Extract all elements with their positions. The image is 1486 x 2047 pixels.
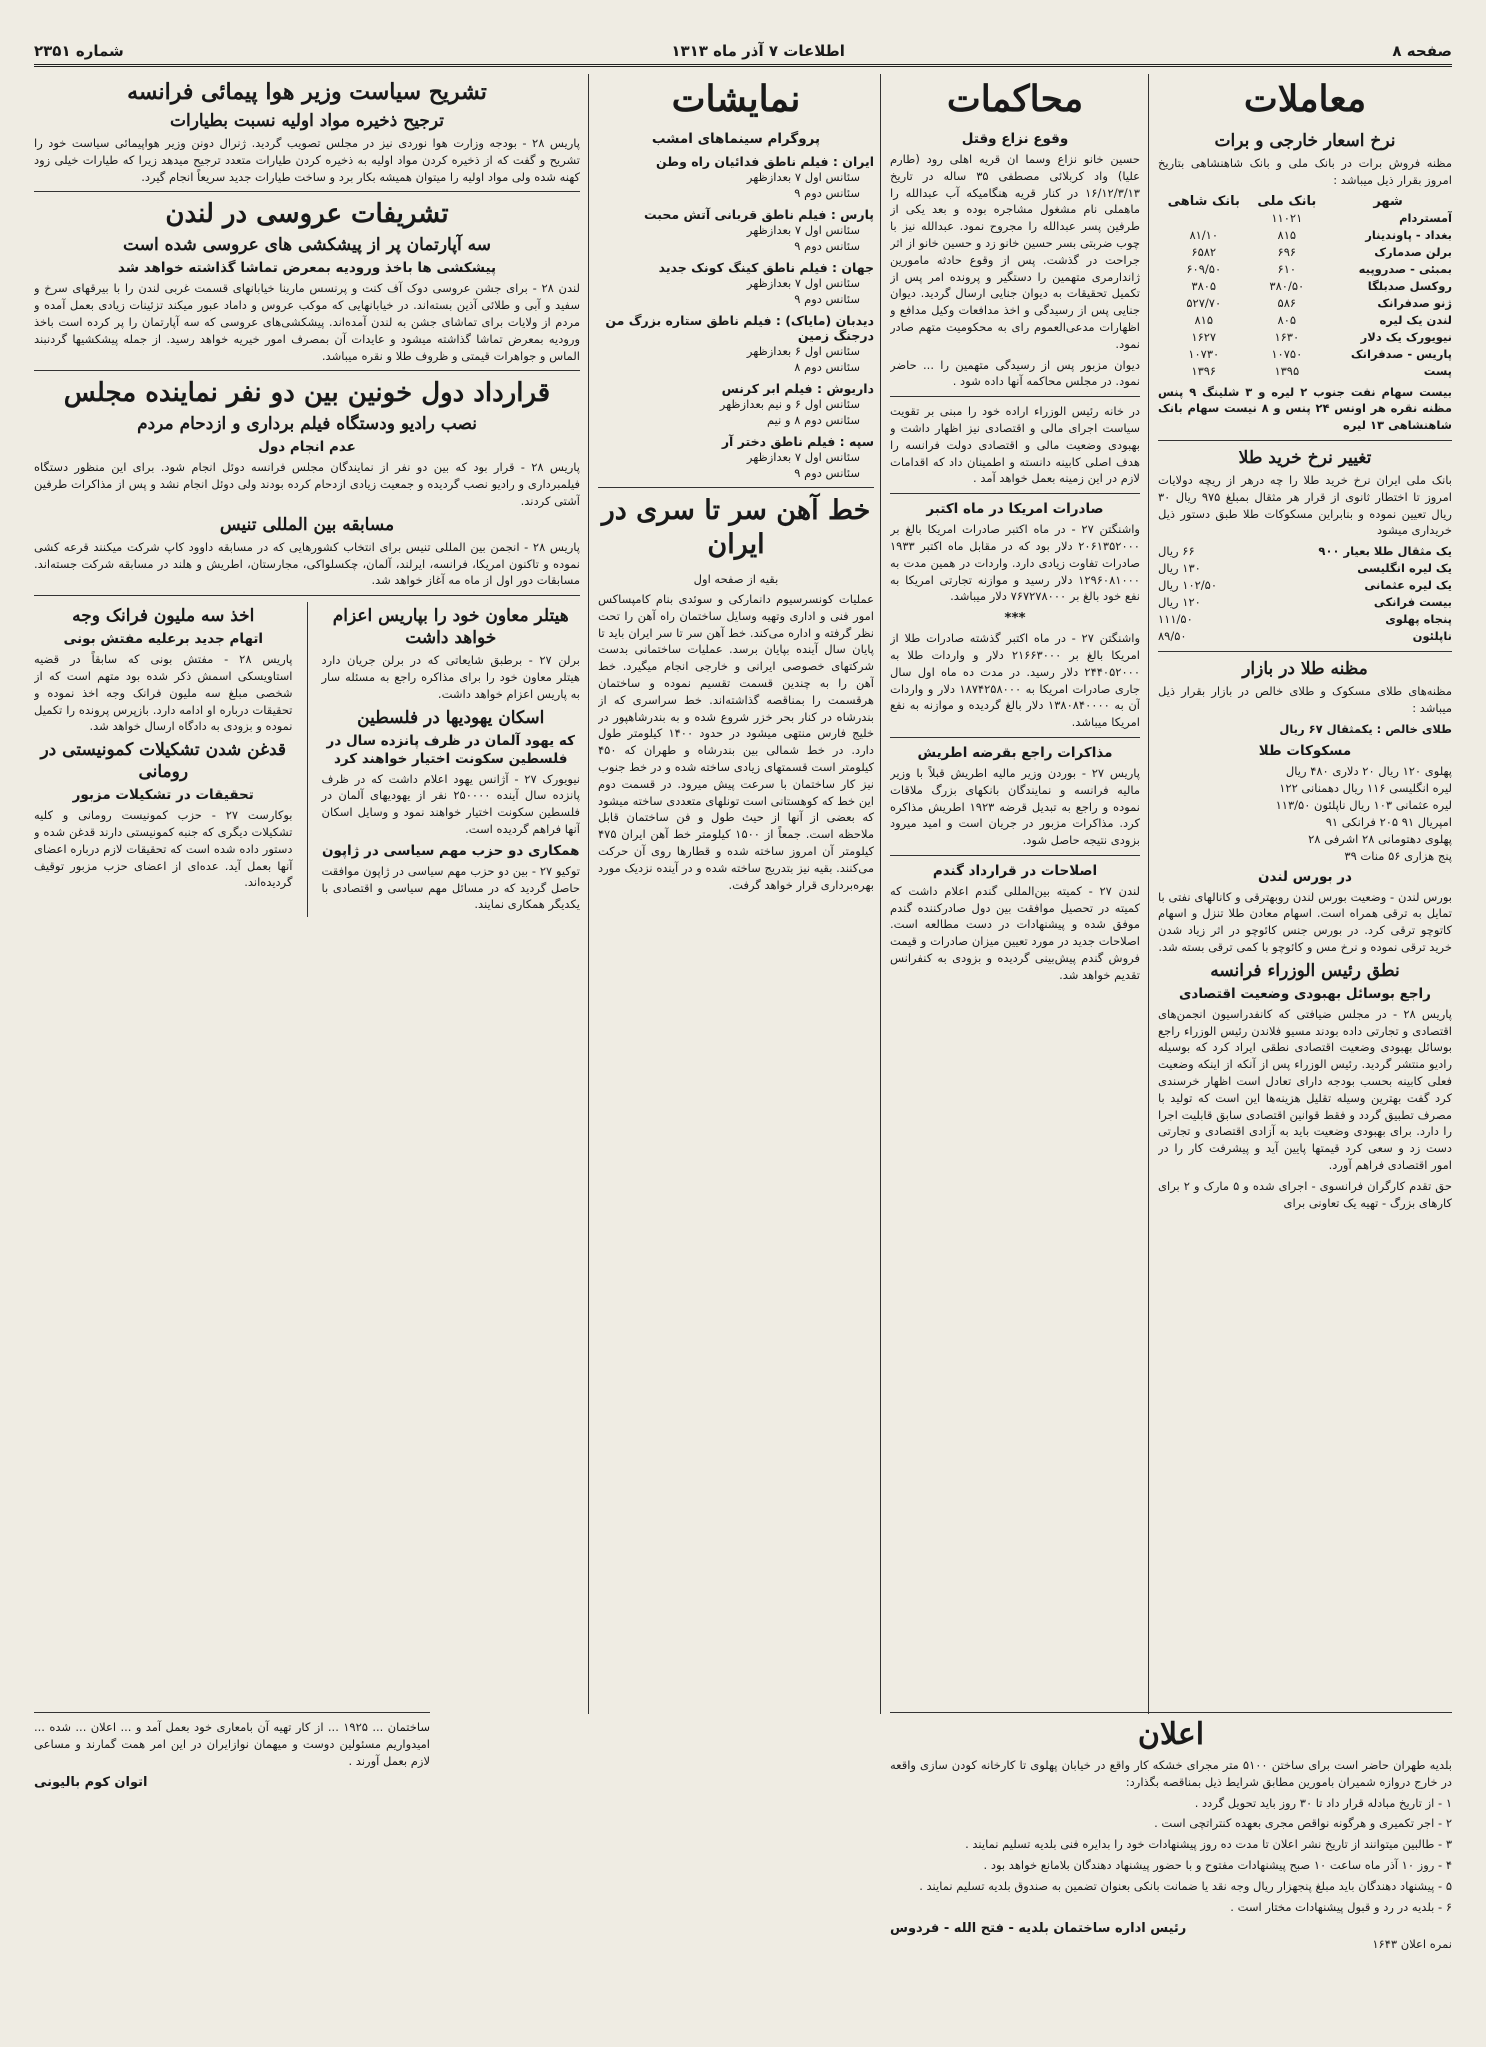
- fx-note: بیست سهام نفت جنوب ۲ لیره و ۳ شلینگ ۹ پنس مظنه نقره هر اونس ۲۴ پنس و ۸ نیست سهام بانک شاهنشاهی ۱۳ لیره: [1158, 384, 1452, 433]
- romania-title: قدغن شدن تشکیلات کمونیستی در رومانی: [40, 740, 287, 783]
- cinema-entry: داریوش : فیلم ابر کرنس: [721, 381, 874, 396]
- lower-news-right: [322, 602, 581, 917]
- fx-cell: ۱۰۷۵۰: [1271, 346, 1303, 361]
- austria-loan-text: پاریس ۲۷ - بوردن وزیر مالیه اطریش قبلاً با وزیر مالیه فرانسه و نمایندگان بانکهای بزرگ ملاقات نموده و راجع به تبدیل قرضه ۱۹۲۳ اطریش مذاکره کرد. مذاکرات مزبور در جریان است و امید میرود بزودی نتیجه حاصل شود.: [890, 765, 1140, 848]
- cabinet-text: در خانه رئیس الوزراء اراده خود را مبنی بر تقویت سیاست اجرای مالی و اقتصادی نیز اظهار داشت و بهبودی وضعیت مالی و اقتصادی دولت فرانسه را هدف اصلی کابینه دانسته و اطمینان داد که اقدامات لازم در این زمینه بعمل خواهد آمد .: [890, 404, 1140, 486]
- fx-cell: لندن یک لیره: [1379, 312, 1452, 327]
- wheat-text: لندن ۲۷ - کمیته بین‌المللی گندم اعلام داشت که کمیته در تحصیل موافقت بین دول صادرکننده گندم موفق شده و پیشنهادات در دست مطالعه است. اصلاحات جدید در مورد تعیین میزان صادرات و قیمت فروش گندم پیش‌بینی گردیده و بزودی به کنفرانس تقدیم خواهد شد.: [890, 883, 1140, 982]
- railway-continued: بقیه از صفحه اول: [693, 572, 779, 586]
- ad-item: ۴ - روز ۱۰ آذر ماه ساعت ۱۰ صبح پیشنهادات مفتوح و با حضور پیشنهاد دهندگان بلامانع خواهد بود .: [983, 1857, 1452, 1872]
- gold-change-text: بانک ملی ایران نرخ خرید طلا را چه درهر از ریچه دولایات امروز تا اختطار ثانوی از قرار هر مثقال بمبلغ ۹۷۵ ریال ۳۰ ریال تعیین نموده و بنابراین مسکوکات طلا طبق دستور ذیل خریداری میشود: [1158, 472, 1452, 538]
- column-divider: [880, 74, 881, 1714]
- speech-title: نطق رئیس الوزراء فرانسه: [1210, 960, 1400, 981]
- gold-buy-row: [1158, 560, 1452, 577]
- fx-cell: پاریس - صدفرانک: [1350, 346, 1452, 361]
- gold-buy-row: [1158, 543, 1452, 560]
- fx-row: [1158, 261, 1452, 278]
- bazaar-text: مظنه‌های طلای مسکوک و طلای خالص در بازار بقرار ذیل میباشد :: [1158, 684, 1452, 715]
- ad-item: ۳ - طالبین میتوانند از تاریخ نشر اعلان تا مدت ده روز پیشنهادات خود را بدایره فنی بلدیه تسلیم نمایند .: [965, 1837, 1452, 1852]
- fx-row: [1158, 363, 1452, 380]
- fx-cell: ۱۰۷۳۰: [1188, 346, 1220, 361]
- wedding-subtitle-2: پیشکشی ها باخذ ورودیه بمعرض تماشا گذاشته خواهد شد: [117, 260, 497, 277]
- masthead: [34, 38, 1452, 67]
- cinema-showtime: سئانس اول ۷ بعدازظهر: [746, 223, 860, 237]
- us-exports-text: واشنگتن ۲۷ - در ماه اکتبر صادرات امریکا بالغ بر ۲۰۶۱۳۵۲۰۰۰ دلار بود که در مقابل ماه اکتبر ۱۹۳۳ صادرات تفاوت زیادی دارد. واردات در همین مدت به ۱۲۹۶۰۸۱۰۰۰ دلار رسید و موازنه تجارتی امریکا به نفع خود بالغ بر ۷۶۷۲۷۸۰۰۰ دلار میباشد.: [890, 522, 1140, 604]
- cinema-showtime: سئانس دوم ۸ و نیم: [767, 413, 860, 427]
- gold-buy-label: یک لیره عثمانی: [1364, 578, 1452, 593]
- cinema-entry: دیدبان (مایاک) : فیلم ناطق ستاره بزرگ من درجنگ زمین: [605, 313, 874, 343]
- fx-cell: بغداد - پاوندینار: [1365, 227, 1452, 242]
- cinema-showtime: سئانس اول ۷ بعدازظهر: [746, 450, 860, 464]
- fx-cell: روکسل صدبلگا: [1367, 278, 1452, 293]
- palestine-title: اسکان یهودیها در فلسطین: [357, 707, 545, 728]
- bottom-notice: [34, 1712, 430, 2019]
- notice-signature: اتوان کوم بالیونی: [34, 1775, 148, 1791]
- romania-text: بوکارست ۲۷ - حزب کمونیست رومانی و کلیه تشکیلات دیگری که جنبه کمونیستی دارند قدغن شده و دستور داده شده است که تحقیقات لازم درباره اعضای آنها بعمل آید. عده‌ای از اعضای حزب مزبور توقیف گردیده‌اند.: [34, 808, 293, 890]
- fx-cell: برلن صدمارک: [1374, 244, 1452, 259]
- cinema-showtime: سئانس اول ۶ بعدازظهر: [746, 344, 860, 358]
- gold-buy-value: ۱۱۱/۵۰: [1158, 612, 1193, 627]
- japan-title: همکاری دو حزب مهم سیاسی در ژاپون: [322, 842, 580, 859]
- lower-news-columns: [34, 602, 580, 917]
- gold-buy-row: [1158, 611, 1452, 628]
- ad-items: [890, 1795, 1452, 1916]
- france-air-text: پاریس ۲۸ - بودجه وزارت هوا نوردی نیز در مجلس تصویب گردید. ژنرال دونن وزیر هواپیمائی سیاست خود را تشریح و گفت که از ذخیره کردن مواد اولیه به ذخیره کردن طیارات متعدد ترجیح میدهد زیرا که طیارات خیلی زود کهنه شده ولی مواد اولیه را میتوان همیشه بکار برد و ساخت طیارات جدید سریعاً انجام گیرد.: [34, 136, 580, 184]
- fx-cell: ۳۸۰۵: [1191, 278, 1217, 293]
- cinema-entry: سپه : فیلم ناطق دختر آر: [721, 434, 874, 449]
- section-head-shows: نمایشات: [671, 78, 801, 120]
- bazaar-coins-title: مسکوکات طلا: [1258, 742, 1352, 759]
- gold-buy-value: ۸۹/۵۰: [1158, 629, 1187, 644]
- london-text: بورس لندن - وضعیت بورس لندن روبهترقی و کانالهای نفتی با تمایل به ترقی همراه است. اسهام معادن طلا تنزل و اسهام کاتوچو ترقی کرد. در بورس جنس کائوچو در اثر زیاد شدن خرید ترقی نموده و نرخ مس و کائوچو با کمی ترقی بسته شد.: [1158, 889, 1452, 954]
- palestine-text: نیویورک ۲۷ - آژانس یهود اعلام داشت که در ظرف پانزده سال آینده ۲۵۰۰۰۰ نفر از یهودیهای آلمان در فلسطین سکونت اختیار خواهند نمود و وسایل اسکان آنها فراهم گردیده است.: [321, 771, 580, 836]
- tennis-title: مسابقه بین المللی تنیس: [219, 514, 395, 535]
- fx-row: [1158, 278, 1452, 295]
- bonny-text: پاریس ۲۸ - مفتش بونی که سابقاً در قضیه استاویسکی اسمش ذکر شده بود متهم است که از شخصی مبلغ سه ملیون فرانک وجه اخذ نموده و تحقیقات درباره او ادامه دارد. بازپرس پرونده را تکمیل نموده و بزودی به دادگاه ارسال خواهد شد.: [34, 652, 293, 734]
- gold-buy-label: پنجاه پهلوی: [1385, 612, 1452, 627]
- fx-header: شهر: [1373, 193, 1403, 209]
- ad-signature: رئیس اداره ساختمان بلدیه - فتح الله - فردوس: [890, 1921, 1187, 1937]
- column-divider: [1148, 74, 1149, 1714]
- cinema-entry: پارس : فیلم ناطق قربانی آتش محبت: [644, 207, 874, 222]
- fx-cell: ۱۶۳۰: [1274, 329, 1300, 344]
- wedding-title: تشریفات عروسی در لندن: [165, 199, 449, 230]
- wedding-text: لندن ۲۸ - برای جشن عروسی دوک آف کنت و پرنسس مارینا خیابانهای قسمت غربی لندن را با بیرقهای سرخ و سفید و آبی و طلائی آذین بسته‌اند. در خیابانهایی که موکب عروس و داماد عبور میکند تزئینات زیادی بعمل آمده و مردم از ولایات برای تماشای جشن به لندن آمده‌اند. پیشکشی‌های عروسی که سه آپارتمان را پر کرده است باخذ ورودیه بمعرض تماشا گذاشته میشود و عایدات آن بمصرف امور خیریه خواهد رسید. از جمله پیشکشیها گردنبند الماس و جواهرات قیمتی و ظروف طلا و نقره میباشد.: [34, 281, 580, 363]
- notice-text: ساختمان ... ۱۹۲۵ ... از کار تهیه آن بامعاری خود بعمل آمد و ... اعلان ... شده ... امیدواریم مسئولین دوست و میهمان نوازایران در این امر همت گمارند و مساعی لازم بعمل آورند .: [34, 1720, 430, 1768]
- cinema-showtime: سئانس دوم ۸: [794, 360, 860, 374]
- fx-cell: ۱۶۲۷: [1191, 329, 1217, 344]
- inner-divider: [307, 602, 308, 917]
- duel-subtitle-2: عدم انجام دول: [258, 439, 356, 456]
- cinema-entry: جهان : فیلم ناطق کینگ کونک جدید: [658, 260, 874, 275]
- fx-header: بانک شاهی: [1167, 193, 1240, 209]
- fx-cell: ۱۳۹۵: [1274, 363, 1300, 378]
- issue-number: شماره ۲۳۵۱: [34, 42, 124, 60]
- duel-text: پاریس ۲۸ - قرار بود که بین دو نفر از نمایندگان مجلس فرانسه دوئل انجام شود. برای این منظور دستگاه فیلمبرداری و رادیو نصب گردیده و جمعیت زیادی ازدحام کرده بودند ولی دوئل انجام نشد و پس از مذاکرات طرفین آشتی کردند.: [34, 460, 580, 508]
- fx-cell: ۵۲۷/۷۰: [1186, 295, 1222, 310]
- gold-buy-value: ۱۲۰ ریال: [1158, 595, 1201, 610]
- bazaar-coins-list: [1158, 763, 1452, 865]
- us-gold-text: واشنگتن ۲۷ - در ماه اکتبر گذشته صادرات طلا از امریکا بالغ بر ۲۱۶۶۳۰۰۰ دلار و واردات طلا به ۲۴۴۰۵۲۰۰۰ دلار رسید. در مدت ده ماه اول سال جاری صادرات امریکا به ۱۸۷۴۲۵۸۰۰۰ دلار و واردات آن به ۱۳۸۰۸۴۰۰۰۰ دلار بالغ گردیده و موازنه به نفع امریکا میباشد.: [890, 631, 1140, 730]
- hitler-text: برلن ۲۷ - برطبق شایعاتی که در برلن جریان دارد هیتلر معاون خود را برای مذاکره راجع به مسئله سار به پاریس اعزام خواهد داشت.: [321, 653, 580, 701]
- wheat-title: اصلاحات در قرارداد گندم: [932, 862, 1098, 879]
- fx-row: [1158, 329, 1452, 346]
- column-divider: [588, 74, 589, 1714]
- romania-subtitle: تحقیقات در تشکیلات مزبور: [72, 787, 254, 804]
- cinema-showtime: سئانس دوم ۹: [794, 186, 860, 200]
- fx-row: [1158, 312, 1452, 329]
- column-shows: [598, 74, 874, 1714]
- separator-stars: ***: [1004, 610, 1026, 627]
- ad-text: بلدیه طهران حاضر است برای ساختن ۵۱۰۰ متر مجرای خشکه کار واقع در خیابان پهلوی تا کارخانه کودن سازی واقعه در خارج دروازه شمیران بامورین مطابق شرایط ذیل بمناقصه بگذارد:: [890, 1758, 1452, 1789]
- fx-row: [1158, 210, 1452, 227]
- cinema-program-title: پروگرام سینماهای امشب: [651, 131, 821, 147]
- column-trials: [890, 74, 1140, 1619]
- duel-title: قرارداد دول خونین بین دو نفر نماینده مجلس: [63, 378, 551, 409]
- fx-cell: ۱۱۰۲۱: [1271, 210, 1303, 225]
- speech-subtitle: راجع بوسائل بهبودی وضعیت اقتصادی: [1179, 985, 1431, 1002]
- gold-buy-row: [1158, 577, 1452, 594]
- bazaar-coin-line: پهلوی ۱۲۰ ریال ۲۰ دلاری ۴۸۰ ریال: [1285, 763, 1452, 778]
- cinema-entry: ایران : فیلم ناطق فدائیان راه وطن: [656, 154, 874, 169]
- ad-title: اعلان: [1137, 1717, 1205, 1752]
- bonny-subtitle: اتهام جدید برعلیه مفتش بونی: [63, 631, 264, 648]
- fx-title: نرخ اسعار خارجی و برات: [1214, 131, 1396, 151]
- bazaar-pure-gold: طلای خالص : یکمثقال ۶۷ ریال: [1279, 721, 1452, 736]
- tennis-text: پاریس ۲۸ - انجمن بین المللی تنیس برای انتخاب کشورهایی که در مسابقه داوود کاپ شرکت میکنند قرعه کشی نموده و تاکنون امریکا، فرانسه، ایرلند، آلمان، چکسلواکی، مجارستان، اطریش و هلند در مسابقه شرکت جسته‌اند. مسابقات دور اول از ماه مه آغاز خواهد شد.: [34, 539, 580, 588]
- fx-cell: بمبئی - صدروپیه: [1358, 261, 1452, 276]
- fx-row: [1158, 295, 1452, 312]
- bazaar-coin-line: امپریال ۹۱ ۲۰۵ فرانکی ۹۱: [1325, 814, 1452, 829]
- gold-buy-label: ناپلئون: [1412, 629, 1452, 644]
- cinema-showtime: سئانس اول ۶ و نیم بعدازظهر: [719, 397, 860, 411]
- ad-item: ۲ - اجر تکمیری و هرگونه نواقص مجری بعهده کنتراتچی است .: [1154, 1816, 1452, 1831]
- cinema-showtime: سئانس دوم ۹: [794, 239, 860, 253]
- palestine-subtitle: که یهود آلمان در ظرف پانزده سال در فلسطین سکونت اختیار خواهند کرد: [326, 732, 575, 767]
- fx-cell: آمستردام: [1399, 210, 1452, 225]
- section-head-transactions: معاملات: [1243, 78, 1367, 120]
- fx-cell: ۶۹۶: [1277, 244, 1297, 259]
- ad-item: ۱ - از تاریخ مبادله قرار داد تا ۳۰ روز باید تحویل گردد .: [1194, 1795, 1452, 1810]
- trial-text: حسین خانو نزاع وسما ان قریه اهلی رود (طارم علیا) واد کربلائی مصطفی ۳۵ ساله در تاریخ ۱۶/۱۲/۳/۱۳ در کنار قریه هنگامیکه آب عبدالله را ماهملی نام مشغول مشاجره بوده و بعد یکی از طرفین پسر عبدالله را مجروح نمود. عبدالله نیز با چوب ضربتی بسر حسین خانو زد و حسین خانو از اثر جراحت در گذشت. پس از وقوع حادثه مامورین ژاندارمری متهمین را دستگیر و پرونده امر پس از تکمیل تحقیقات به دیوان جنایی ارسال گردید. دیوان جنایی پس از رسیدگی و اخذ مدافعات وکیل مدافع و اظهارات مدعی‌العموم رای به محکومیت متهم صادر نمود.: [890, 152, 1140, 351]
- speech-text: پاریس ۲۸ - در مجلس ضیافتی که کانفدراسیون انجمن‌های اقتصادی و تجارتی داده بودند مسیو فلاندن رئیس الوزراء راجع بوسائل بهبودی وضعیت اقتصادی نطقی ایراد کرد که بوسیله رادیو منتشر گردید. رئیس الوزراء پس از آنکه از اینکه وضعیت فعلی کابینه بحسب بودجه دارای تعادل است اظهار خرسندی کرد گفت بهترین وسیله تقلیل هزینه‌ها این است که تولید با مصرف تطبیق گردد و فقط قوانین اقتصادی سابق قابلیت اجرا را دارد. برای بهبودی وضعیت باید به آزادی اقتصادی و تجارتی دست زد و سعی کرد قیمتها پایین آید و پیشرفت کار را در امور اقتصادی فراهم آورد.: [1158, 1006, 1452, 1172]
- fx-cell: پست: [1423, 363, 1452, 378]
- fx-intro: مظنه فروش برات در بانک ملی و بانک شاهنشاهی بتاریخ امروز بقرار ذیل میباشد :: [1158, 156, 1452, 187]
- gold-buy-value: ۱۰۲/۵۰ ریال: [1158, 578, 1218, 593]
- france-air-subtitle: ترجیح ذخیره مواد اولیه نسبت بطیارات: [170, 111, 444, 131]
- cinema-showtime: سئانس دوم ۹: [794, 466, 860, 480]
- fx-cell: نیویورک یک دلار: [1360, 329, 1452, 344]
- cinema-showtime: سئانس اول ۷ بعدازظهر: [746, 170, 860, 184]
- gold-buy-label: یک لیره انگلیسی: [1357, 561, 1452, 576]
- fx-cell: ۶۰۹/۵۰: [1186, 261, 1222, 276]
- fx-table: [1158, 193, 1452, 380]
- london-title: در بورس لندن: [1258, 868, 1352, 885]
- gold-buy-label: بیست فرانکی: [1373, 595, 1452, 610]
- column-world-news: [34, 74, 580, 1704]
- fx-cell: ۸۱/۱۰: [1189, 227, 1219, 242]
- fx-cell: ۱۳۹۶: [1191, 363, 1217, 378]
- us-exports-title: صادرات امریکا در ماه اکتبر: [926, 501, 1104, 518]
- fx-row: [1158, 227, 1452, 244]
- gold-buy-value: ۱۳۰ ریال: [1158, 561, 1201, 576]
- gold-buy-label: یک مثقال طلا بعیار ۹۰۰: [1318, 544, 1452, 559]
- lower-news-left: [34, 602, 293, 917]
- wedding-subtitle: سه آپارتمان پر از پیشکشی های عروسی شده است: [123, 235, 491, 256]
- bonny-title: اخذ سه ملیون فرانک وجه: [72, 606, 255, 627]
- fx-cell: ۸۱۵: [1194, 312, 1214, 327]
- hitler-title: هیتلر معاون خود را بپاریس اعزام خواهد داشت: [332, 606, 569, 649]
- fx-cell: ۳۸۰/۵۰: [1269, 278, 1305, 293]
- fx-header: بانک ملی: [1257, 193, 1317, 209]
- fx-cell: ژنو صدفرانک: [1377, 295, 1452, 310]
- advertisement: [890, 1712, 1452, 2017]
- ad-item: ۶ - بلدیه در رد و قبول پیشنهادات مختار است .: [1230, 1899, 1452, 1914]
- fx-row: [1158, 244, 1452, 261]
- cinema-showtime: سئانس دوم ۹: [794, 292, 860, 306]
- bazaar-coin-line: پهلوی دهتومانی ۲۸ اشرفی ۲۸: [1308, 831, 1452, 846]
- trial-end: دیوان مزبور پس از رسیدگی متهمین را ... حاضر نمود. در مجلس محاکمه آنها داده شود .: [890, 357, 1140, 389]
- cinema-showtime: سئانس اول ۷ بعدازظهر: [746, 276, 860, 290]
- fx-cell: ۸۱۵: [1277, 227, 1297, 242]
- fx-cell: ۶۱۰: [1277, 261, 1297, 276]
- trial-title: وقوع نزاع وقتل: [961, 131, 1069, 147]
- ad-item: ۵ - پیشنهاد دهندگان باید مبلغ پنجهزار ریال وجه نقد یا ضمانت بانکی بعنوان تضمین به صندوق بلدیه تسلیم نمایند .: [919, 1878, 1452, 1893]
- bazaar-coin-line: لیره انگلیسی ۱۱۶ ریال دهمنانی ۱۲۲: [1279, 780, 1452, 795]
- railway-title: خط آهن سر تا سری در ایران: [601, 495, 871, 560]
- fx-cell: ۶۵۸۲: [1191, 244, 1217, 259]
- column-transactions: [1158, 74, 1452, 1619]
- railway-text: عملیات کونسرسیوم دانمارکی و سوئدی بنام کامپساکس امور فنی و اداری وتهیه وسایل ساختمان راه آهن را تحت نظر گرفته و اداره می‌کند. خط آهن سر تا سر ایران باید تا پایان سال آینده بپایان برسد. عملیات ساختمانی بدست شرکتهای خصوصی ایرانی و خارجی انجام میگیرد. خط آهن را به چندین قسمت تقسیم نموده و ساختمان هرقسمت را بمناقصه گذاشته‌اند. خط سراسری که از بندرشاه در کنار بحر خزر شروع شده و به بندرشاهپور در خلیج فارس منتهی میشود در حدود ۱۴۰۰ کیلومتر طول دارد. در خط شمالی بین بندرشاه و طهران که ۴۵۰ کیلومتر است قسمتهای زیادی ساخته شده و در خط جنوب نیز کار ساختمان با سرعت پیش میرود. در قسمت دوم این خط که کوهستانی است تونلهای متعددی ساخته میشود که بعضی از آنها از حیث طول و فن ساختمان قابل ملاحظه است. جمعاً از ۱۵۰۰ کیلومتر خط آهن ایران ۴۷۵ کیلومتر آن امروز ساخته شده و قطارها روی آن حرکت می‌کنند. بقیه نیز بتدریج ساخته شده و در آینده نزدیک مورد بهره‌برداری قرار خواهد گرفت.: [598, 592, 874, 892]
- section-head-trials: محاکمات: [946, 78, 1084, 120]
- duel-subtitle: نصب رادیو ودستگاه فیلم برداری و ازدحام مردم: [137, 414, 477, 435]
- fx-cell: [1158, 210, 1250, 227]
- bazaar-coin-line: پنج هزاری ۵۶ منات ۳۹: [1344, 848, 1452, 863]
- cinema-program: [598, 154, 874, 481]
- gold-change-title: تغییر نرخ خرید طلا: [1238, 447, 1372, 468]
- bazaar-coin-line: لیره عثمانی ۱۰۳ ریال ناپلئون ۱۱۳/۵۰: [1275, 797, 1452, 812]
- ad-number: نمره اعلان ۱۶۴۳: [1372, 1937, 1452, 1952]
- austria-loan-title: مذاکرات راجع بقرضه اطریش: [917, 744, 1113, 761]
- fx-cell: ۸۰۵: [1277, 312, 1297, 327]
- bazaar-title: مظنه طلا در بازار: [1242, 659, 1368, 680]
- speech-end: حق تقدم کارگران فرانسوی - اجرای شده و ۵ مارک و ۲ برای کارهای بزرگ - تهیه یک تعاونی برای: [1158, 1178, 1452, 1210]
- france-air-title: تشریح سیاست وزیر هوا پیمائی فرانسه: [127, 79, 487, 105]
- page-label: صفحه ۸: [1392, 42, 1452, 60]
- fx-row: [1158, 346, 1452, 363]
- fx-cell: ۵۸۶: [1277, 295, 1297, 310]
- gold-buy-row: [1158, 594, 1452, 611]
- gold-buy-row: [1158, 628, 1452, 645]
- japan-text: توکیو ۲۷ - بین دو حزب مهم سیاسی در ژاپون موافقت حاصل گردید که در مسائل مهم سیاسی و اقتصادی با یکدیگر همکاری نمایند.: [321, 863, 580, 912]
- gold-buy-list: [1158, 543, 1452, 645]
- masthead-title: اطلاعات ۷ آذر ماه ۱۳۱۳: [671, 42, 845, 60]
- gold-buy-value: ۶۶ ریال: [1158, 544, 1195, 559]
